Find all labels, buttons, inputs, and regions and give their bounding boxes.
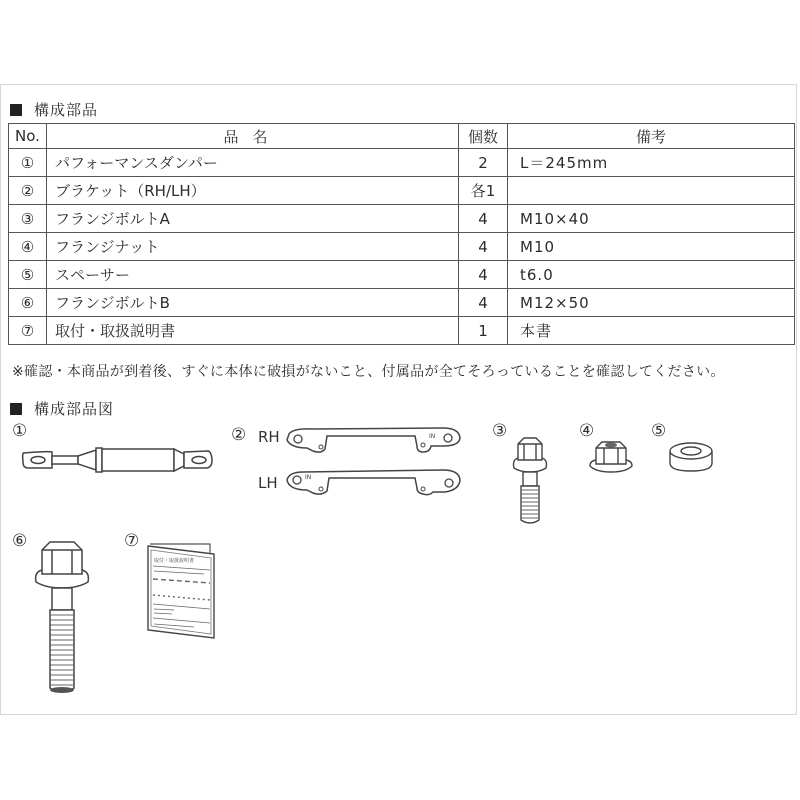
bracket-rh-icon	[283, 424, 463, 456]
parts-table	[8, 123, 795, 345]
row-note: t6.0	[508, 261, 795, 289]
table-row	[9, 205, 795, 233]
header-no: No.	[9, 124, 47, 149]
row-qty: 4	[459, 205, 508, 233]
figure-label-2: ②	[231, 425, 247, 445]
table-row	[9, 177, 795, 205]
figure-label-6: ⑥	[12, 531, 28, 551]
parts-list-heading	[10, 99, 98, 120]
flange-bolt-b-icon	[32, 540, 92, 696]
svg-text:取付・取扱説明書: 取付・取扱説明書	[154, 558, 195, 564]
figure-label-5: ⑤	[651, 421, 667, 441]
lh-label: LH	[258, 474, 278, 492]
figure-label-1: ①	[12, 421, 28, 441]
damper-icon	[18, 440, 218, 480]
row-no: ④	[9, 233, 47, 261]
row-no: ⑥	[9, 289, 47, 317]
row-no: ⑤	[9, 261, 47, 289]
row-no: ①	[9, 149, 47, 177]
row-note: M12×50	[508, 289, 795, 317]
spacer-icon	[667, 440, 715, 474]
row-no: ③	[9, 205, 47, 233]
notice-text: ※確認・本商品が到着後、すぐに本体に破損がないこと、付属品が全てそろっていることを確認してください。	[12, 364, 725, 380]
row-qty: 各1	[459, 177, 508, 205]
bracket-lh-icon	[283, 466, 463, 498]
row-qty: 4	[459, 233, 508, 261]
row-qty: 4	[459, 261, 508, 289]
flange-bolt-a-icon	[510, 436, 550, 528]
row-name: フランジボルトA	[47, 205, 459, 233]
figure-label-4: ④	[579, 421, 595, 441]
parts-diagram-title: 構成部品図	[34, 400, 115, 418]
table-row	[9, 261, 795, 289]
table-row	[9, 317, 795, 345]
table-row	[9, 149, 795, 177]
header-name: 品名	[47, 124, 459, 149]
row-name: スペーサー	[47, 261, 459, 289]
square-bullet-icon	[10, 104, 22, 116]
row-qty: 1	[459, 317, 508, 345]
parts-list-title: 構成部品	[34, 101, 99, 119]
header-note: 備考	[508, 124, 795, 149]
svg-text:IN: IN	[305, 474, 312, 481]
row-name: フランジボルトB	[47, 289, 459, 317]
rh-label: RH	[258, 428, 280, 446]
row-name: 取付・取扱説明書	[47, 317, 459, 345]
row-name: パフォーマンスダンパー	[47, 149, 459, 177]
row-qty: 2	[459, 149, 508, 177]
row-note: M10×40	[508, 205, 795, 233]
table-row	[9, 233, 795, 261]
table-header-row	[9, 124, 795, 149]
row-qty: 4	[459, 289, 508, 317]
row-note: L＝245mm	[508, 149, 795, 177]
row-no: ⑦	[9, 317, 47, 345]
row-note: M10	[508, 233, 795, 261]
table-row	[9, 289, 795, 317]
square-bullet-icon	[10, 403, 22, 415]
figure-label-3: ③	[492, 421, 508, 441]
figure-label-7: ⑦	[124, 531, 140, 551]
parts-diagram-heading	[10, 398, 114, 419]
row-note: 本書	[508, 317, 795, 345]
flange-nut-icon	[588, 440, 634, 476]
svg-text:IN: IN	[429, 433, 436, 440]
row-no: ②	[9, 177, 47, 205]
header-qty: 個数	[459, 124, 508, 149]
row-name: ブラケット（RH/LH）	[47, 177, 459, 205]
manual-icon	[144, 540, 220, 640]
row-name: フランジナット	[47, 233, 459, 261]
row-note	[508, 177, 795, 205]
